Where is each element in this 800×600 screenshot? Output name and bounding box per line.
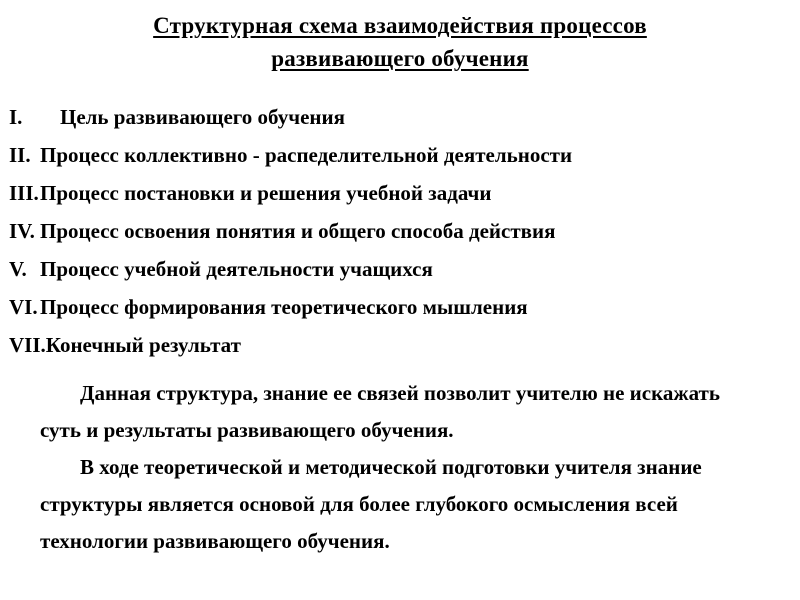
list-item xyxy=(9,326,800,364)
list-item-text: Процесс постановки и решения учебной задачи xyxy=(40,181,492,205)
list-item xyxy=(9,250,800,288)
list-item-text: Процесс коллективно - распеделительной деятельности xyxy=(40,143,573,167)
list-item-numeral: IV. xyxy=(9,219,35,243)
list-item-text: Процесс формирования теоретического мышления xyxy=(40,295,528,319)
list-item-numeral: VII. xyxy=(9,333,46,357)
slide-title-line-1: Структурная схема взаимодействия процессов xyxy=(153,13,647,38)
list-item-numeral: VI. xyxy=(9,295,38,319)
slide-title xyxy=(0,9,800,75)
list-item-numeral: I. xyxy=(9,105,23,129)
list-item xyxy=(9,212,800,250)
list-item-numeral: II. xyxy=(9,143,31,167)
list-item-numeral: III. xyxy=(9,181,39,205)
process-list xyxy=(0,98,800,364)
list-item-text: Цель развивающего обучения xyxy=(60,105,345,129)
list-item-text: Конечный результат xyxy=(45,333,241,357)
paragraph: Данная структура, знание ее связей позволит учителю не искажать суть и результаты развивающего обучения. xyxy=(40,381,720,442)
list-item xyxy=(9,288,800,326)
body-text xyxy=(0,375,800,560)
paragraph: В ходе теоретической и методической подготовки учителя знание структуры является основой для более глубокого осмысления всей технологии развивающего обучения. xyxy=(40,455,702,553)
list-item xyxy=(9,98,800,136)
list-item xyxy=(9,174,800,212)
list-item-numeral: V. xyxy=(9,257,27,281)
list-item-text: Процесс освоения понятия и общего способа действия xyxy=(40,219,556,243)
list-item-text: Процесс учебной деятельности учащихся xyxy=(40,257,433,281)
list-item xyxy=(9,136,800,174)
slide-title-line-2: развивающего обучения xyxy=(271,46,529,71)
